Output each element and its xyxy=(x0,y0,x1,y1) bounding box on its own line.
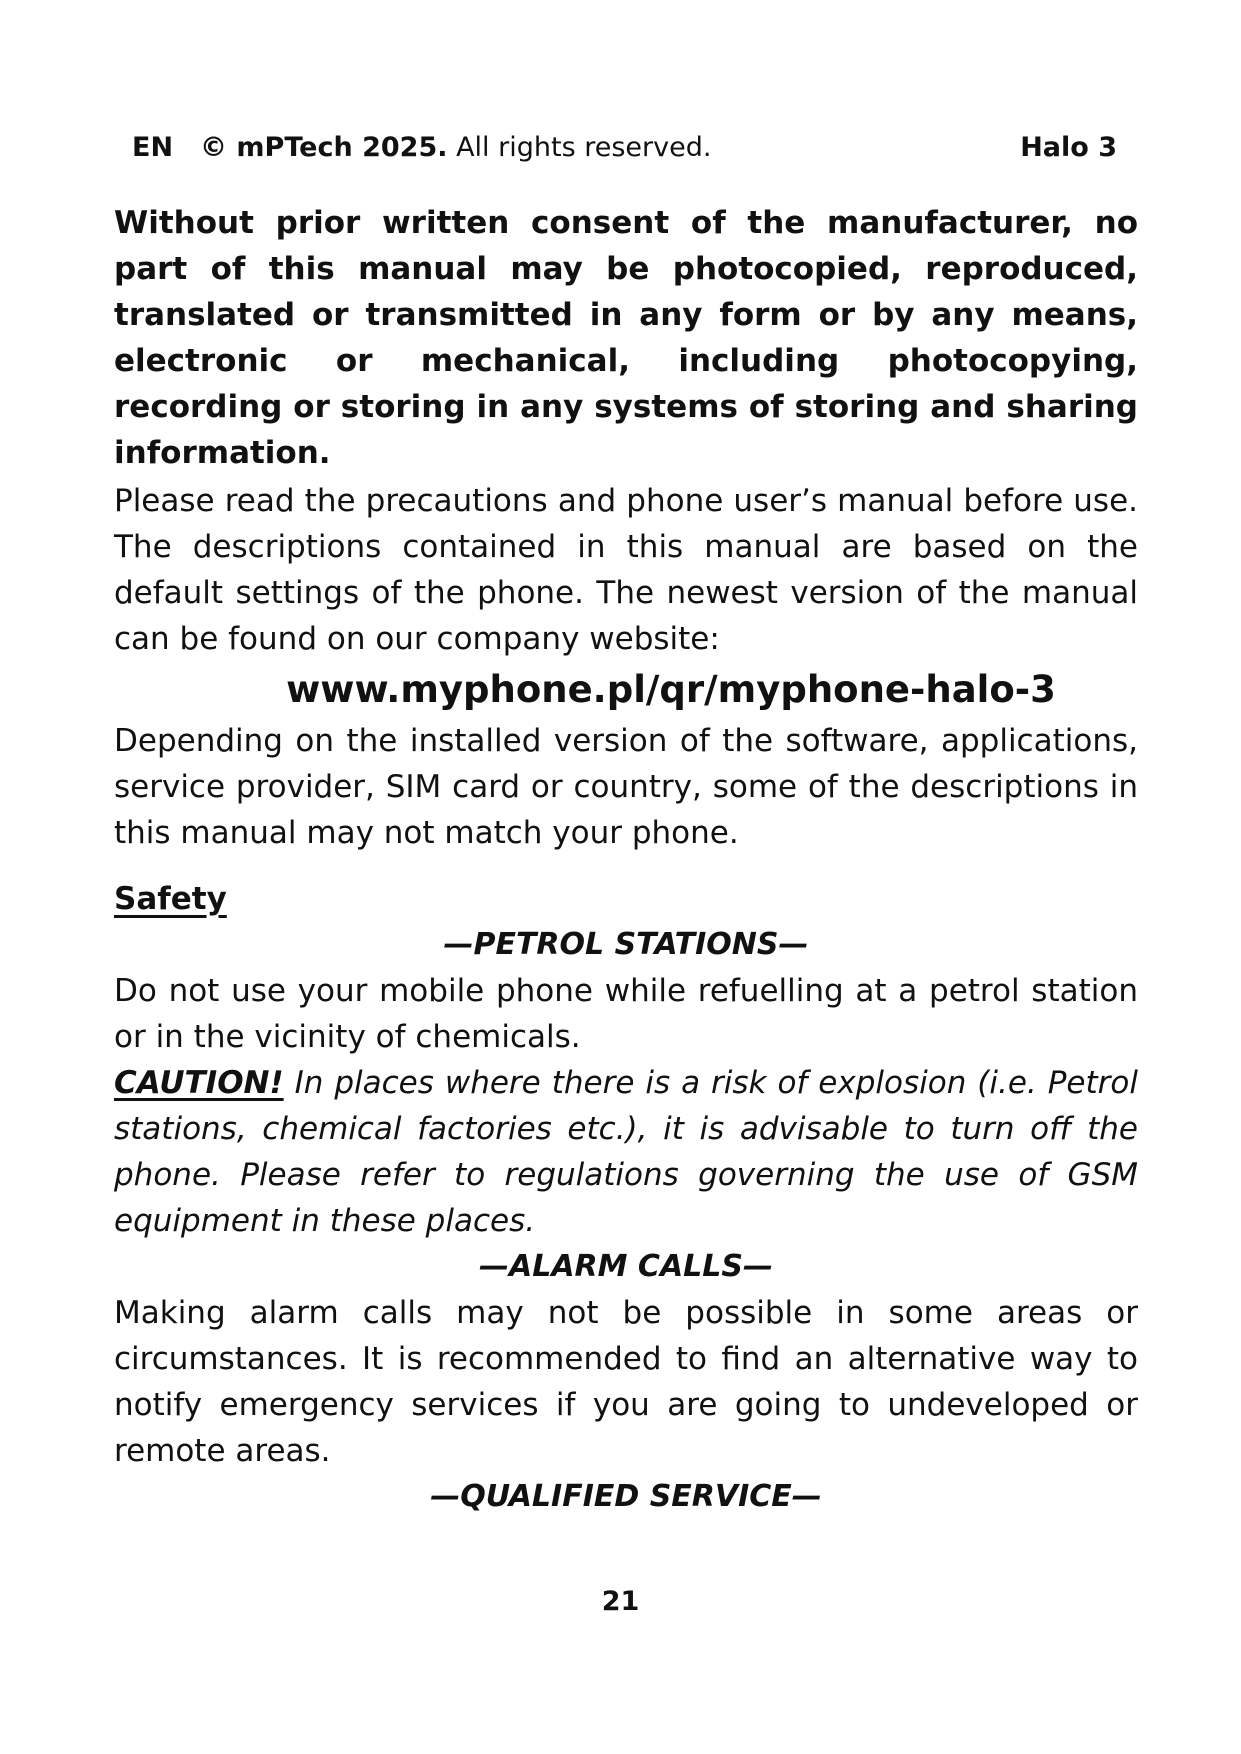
alarm-calls-text: Making alarm calls may not be possible in some areas or circumstances. It is recommended to find an alternative way to notify emergency services if you are going to undeveloped or remote areas. xyxy=(114,1295,1138,1469)
model-name: Halo 3 xyxy=(1020,132,1117,163)
caution-label: CAUTION! xyxy=(114,1065,284,1101)
manual-url-link[interactable]: www.myphone.pl/qr/myphone-halo-3 xyxy=(286,668,1056,711)
legal-notice: Without prior written consent of the manufacturer, no part of this manual may be photocopied, reproduced, translated or transmitted in any form or by any means, electronic or mechanical, including photocopying, recording or storing in any systems of storing and sharing information. xyxy=(114,205,1138,471)
variance-notice: Depending on the installed version of the software, applications, service provider, SIM card or country, some of the descriptions in this manual may not match your phone. xyxy=(114,723,1138,851)
page-header xyxy=(132,128,1117,168)
petrol-stations-heading: —PETROL STATIONS— xyxy=(443,927,809,962)
copyright-notice xyxy=(200,128,711,168)
copyright-owner: © mPTech 2025. xyxy=(200,132,448,163)
page-content xyxy=(114,200,1138,1520)
petrol-stations-text: Do not use your mobile phone while refuelling at a petrol station or in the vicinity of chemicals. xyxy=(114,973,1138,1055)
alarm-calls-heading: —ALARM CALLS— xyxy=(478,1249,774,1284)
page-number: 21 xyxy=(601,1586,640,1617)
language-code: EN xyxy=(132,132,174,163)
qualified-service-heading: —QUALIFIED SERVICE— xyxy=(430,1479,822,1514)
safety-title: Safety xyxy=(114,881,227,917)
caution-text: In places where there is a risk of explosion (i.e. Petrol stations, chemical factories etc.), it is advisable to turn off the phone. Please refer to regulations governing the use of GSM equipment in these places. xyxy=(114,1065,1138,1239)
caution-paragraph xyxy=(114,1060,1138,1244)
read-notice: Please read the precautions and phone user’s manual before use. The descriptions contained in this manual are based on the default settings of the phone. The newest version of the manual can be found on our company website: xyxy=(114,483,1138,657)
copyright-rest: All rights reserved. xyxy=(447,132,712,163)
